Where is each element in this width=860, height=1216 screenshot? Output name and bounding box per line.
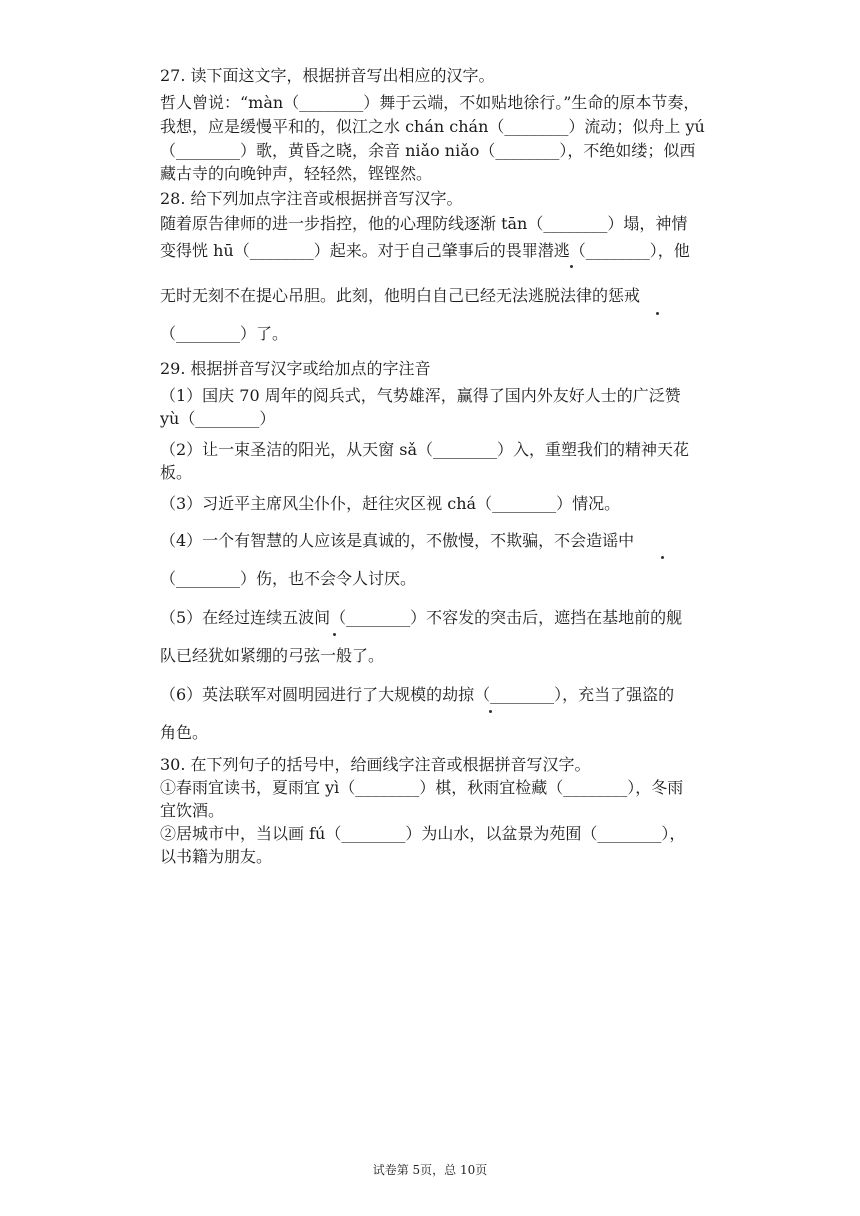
question-30-item-1-cont: 宜饮酒。 [160, 801, 225, 820]
emphasis-dot [656, 312, 659, 315]
question-28-line: 随着原告律师的进一步指控，他的心理防线逐渐 tān（________）塌，神情 [160, 214, 688, 233]
emphasis-dot [489, 710, 492, 713]
question-27-line: 我想，应是缓慢平和的，似江之水 chán chán（________）流动；似舟上 yú [160, 117, 705, 136]
question-27-title: 27. 读下面这文字，根据拼音写出相应的汉字。 [160, 66, 495, 85]
emphasis-dot [570, 265, 573, 268]
emphasis-dot [661, 556, 664, 559]
emphasis-dot [333, 633, 336, 636]
question-29-item-4: （4）一个有智慧的人应该是真诚的，不傲慢，不欺骗，不会造谣中 [160, 531, 635, 550]
question-29-item-1-cont: yù（________） [160, 409, 276, 428]
page-footer: 试卷第 5页，总 10页 [372, 1163, 488, 1177]
question-29-item-6-cont: 角色。 [160, 723, 209, 742]
question-28-line: 变得恍 hū（________）起来。对于自己肇事后的畏罪潜逃（________），他 [160, 241, 690, 260]
question-28-line: 无时无刻不在提心吊胆。此刻，他明白自己已经无法逃脱法律的惩戒 [160, 286, 641, 305]
question-29-item-1: （1）国庆 70 周年的阅兵式，气势雄浑，赢得了国内外友好人士的广泛赞 [160, 386, 681, 405]
question-28-title: 28. 给下列加点字注音或根据拼音写汉字。 [160, 189, 463, 208]
question-29-item-3: （3）习近平主席风尘仆仆，赶往灾区视 chá（________）情况。 [160, 494, 621, 513]
question-29-item-2-cont: 板。 [160, 463, 193, 482]
question-27-line: （________）歌，黄昏之晓，余音 niǎo niǎo（________），不绝如缕；似西 [160, 141, 696, 160]
question-30-item-1: ①春雨宜读书，夏雨宜 yì（________）棋，秋雨宜检藏（________），冬雨 [160, 778, 684, 797]
question-30-title: 30. 在下列句子的括号中，给画线字注音或根据拼音写汉字。 [160, 755, 591, 774]
question-29-title: 29. 根据拼音写汉字或给加点的字注音 [160, 359, 431, 378]
question-29-item-4-cont: （________）伤，也不会令人讨厌。 [160, 569, 417, 588]
question-29-item-5-cont: 队已经犹如紧绷的弓弦一般了。 [160, 646, 385, 665]
question-29-item-6: （6）英法联军对圆明园进行了大规模的劫掠（________），充当了强盗的 [160, 685, 675, 704]
question-29-item-2: （2）让一束圣洁的阳光，从天窗 sǎ（________）入，重塑我们的精神天花 [160, 440, 690, 459]
question-29-item-5: （5）在经过连续五波间（________）不容发的突击后，遮挡在基地前的舰 [160, 608, 683, 627]
question-30-item-2: ②居城市中，当以画 fú（________）为山水，以盆景为苑囿（________）， [160, 824, 686, 843]
question-30-item-2-cont: 以书籍为朋友。 [160, 847, 273, 866]
question-27-line: 哲人曾说：“màn（________）舞于云端，不如贴地徐行。”生命的原本节奏， [160, 93, 700, 112]
question-27-line: 藏古寺的向晚钟声，轻轻然，铿铿然。 [160, 164, 433, 183]
question-28-line: （________）了。 [160, 324, 289, 343]
